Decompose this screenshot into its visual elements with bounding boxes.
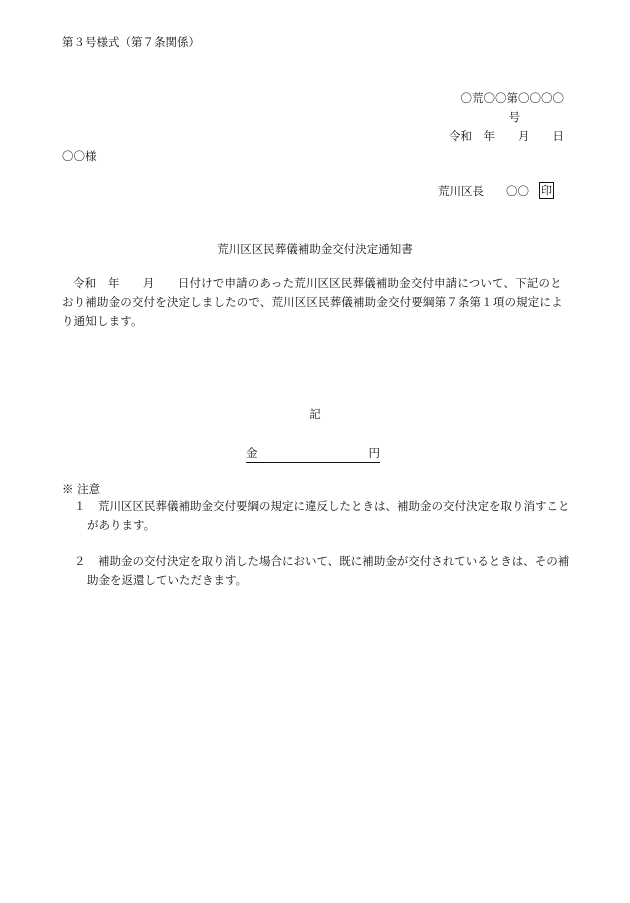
form-label: 第３号様式（第７条関係） <box>62 35 200 49</box>
document-title: 荒川区区民葬儀補助金交付決定通知書 <box>217 242 413 256</box>
document-number-suffix: 号 <box>508 110 520 124</box>
notes-heading: ※ 注意 <box>62 482 101 496</box>
document-date: 令和 年 月 日 <box>449 129 564 143</box>
seal-mark: 印 <box>541 184 552 197</box>
issuer-title: 荒川区長 <box>438 183 484 198</box>
amount-unit: 円 <box>368 446 380 460</box>
amount-line <box>246 445 380 463</box>
note-text: 荒川区区民葬儀補助金交付要綱の規定に違反したときは、補助金の交付決定を取り消すことがあります。 <box>87 499 570 532</box>
document-number: 〇荒〇〇第〇〇〇〇 <box>460 91 564 105</box>
note-text: 補助金の交付決定を取り消した場合において、既に補助金が交付されているときは、その補助金を返還していただきます。 <box>87 554 570 587</box>
ki-heading: 記 <box>309 407 321 421</box>
body-paragraph: 令和 年 月 日付けで申請のあった荒川区区民葬儀補助金交付申請について、下記のとおり補助金の交付を決定しましたので、荒川区区民葬儀補助金交付要綱第７条第１項の規定により通知します。 <box>62 276 563 328</box>
issuer-name: 〇〇 <box>506 183 529 198</box>
note-number: ２ <box>74 554 86 568</box>
note-item <box>74 497 580 535</box>
amount-label: 金 <box>246 446 258 460</box>
note-number: １ <box>74 499 86 513</box>
note-item <box>74 552 580 590</box>
addressee: 〇〇様 <box>62 149 97 163</box>
issuer <box>438 182 554 199</box>
